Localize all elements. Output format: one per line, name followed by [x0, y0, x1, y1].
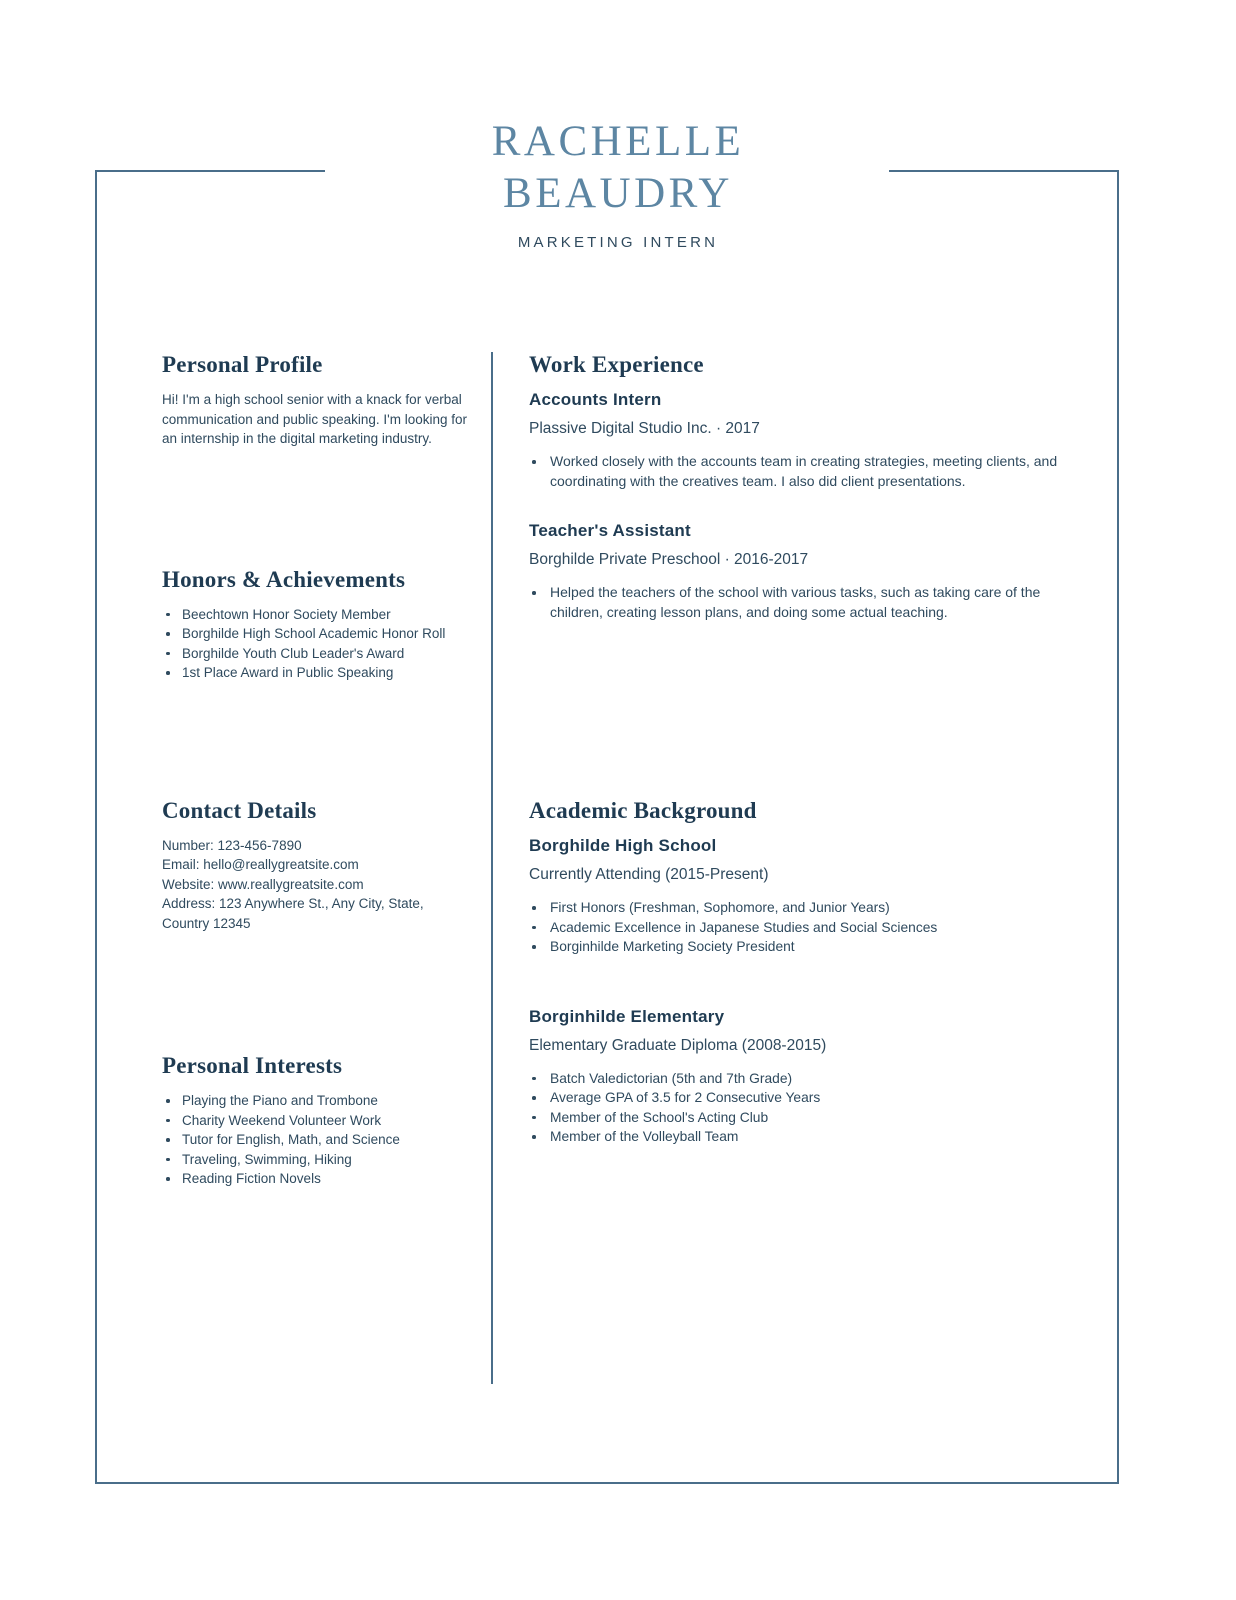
list-item: Worked closely with the accounts team in creating strategies, meeting clients, and coordinating with the creatives team. I also did client presentations.: [529, 452, 1064, 491]
school-status: Elementary Graduate Diploma (2008-2015): [529, 1036, 827, 1054]
section-personal-interests: [162, 1053, 467, 1189]
list-item: Helped the teachers of the school with various tasks, such as taking care of the children, creating lesson plans, and doing some actual teaching.: [529, 583, 1064, 622]
school-name: Borginhilde Elementary: [529, 1006, 725, 1026]
school-bullets: [529, 1069, 1064, 1147]
honors-list: [162, 605, 467, 683]
section-contact-details: [162, 798, 467, 934]
personal-interests-title: Personal Interests: [162, 1053, 343, 1078]
list-item: Reading Fiction Novels: [162, 1169, 467, 1189]
frame-left-rule: [95, 170, 97, 1484]
contact-number: Number: 123-456-7890: [162, 837, 302, 853]
list-item: Borginhilde Marketing Society President: [529, 937, 1064, 957]
list-item: Traveling, Swimming, Hiking: [162, 1150, 467, 1170]
right-column: [529, 352, 1064, 1147]
list-item: Borghilde High School Academic Honor Roll: [162, 624, 467, 644]
work-experience-title: Work Experience: [529, 352, 704, 377]
personal-profile-text: Hi! I'm a high school senior with a knack for verbal communication and public speaking. I'm looking for an internship in the digital marketing industry.: [162, 392, 467, 446]
school-status: Currently Attending (2015-Present): [529, 866, 769, 883]
school-name: Borghilde High School: [529, 836, 717, 855]
candidate-name-line1: RACHELLE: [491, 118, 745, 165]
job-bullets: [529, 452, 1064, 491]
spacer: [162, 449, 467, 567]
job-role: Teacher's Assistant: [529, 521, 691, 540]
section-work-experience: [529, 352, 1064, 622]
candidate-name-line2: BEAUDRY: [503, 170, 733, 217]
list-item: Charity Weekend Volunteer Work: [162, 1111, 467, 1131]
school-entry-1: [529, 836, 1064, 957]
job-company-year: Plassive Digital Studio Inc. · 2017: [529, 420, 760, 437]
contact-details-title: Contact Details: [162, 797, 317, 823]
section-personal-profile: [162, 352, 467, 449]
section-academic-background: [529, 798, 1064, 1147]
school-bullets: [529, 898, 1064, 957]
personal-interests-list: [162, 1091, 467, 1189]
spacer: [162, 683, 467, 798]
list-item: Member of the Volleyball Team: [529, 1127, 1064, 1147]
personal-profile-title: Personal Profile: [162, 352, 323, 377]
list-item: Beechtown Honor Society Member: [162, 605, 467, 625]
list-item: Academic Excellence in Japanese Studies and Social Sciences: [529, 918, 1064, 938]
spacer: [162, 933, 467, 1053]
list-item: Member of the School's Acting Club: [529, 1108, 1064, 1128]
contact-address: Address: 123 Anywhere St., Any City, State, Country 12345: [162, 896, 424, 931]
work-entry-2: [529, 521, 1064, 622]
left-column: [162, 352, 467, 1189]
list-item: Borghilde Youth Club Leader's Award: [162, 644, 467, 664]
spacer: [529, 491, 1064, 521]
frame-right-rule: [1117, 170, 1119, 1484]
resume-header: [0, 116, 1236, 251]
candidate-job-title: MARKETING INTERN: [517, 234, 719, 251]
list-item: Batch Valedictorian (5th and 7th Grade): [529, 1069, 1064, 1089]
column-divider-rule: [491, 352, 493, 1384]
list-item: Playing the Piano and Trombone: [162, 1091, 467, 1111]
list-item: Average GPA of 3.5 for 2 Consecutive Years: [529, 1088, 1064, 1108]
contact-email: Email: hello@reallygreatsite.com: [162, 857, 359, 872]
job-company-year: Borghilde Private Preschool · 2016-2017: [529, 551, 809, 568]
honors-title: Honors & Achievements: [162, 566, 406, 592]
list-item: First Honors (Freshman, Sophomore, and Junior Years): [529, 898, 1064, 918]
section-honors-achievements: [162, 567, 467, 683]
spacer: [529, 622, 1064, 798]
job-role: Accounts Intern: [529, 390, 662, 409]
spacer: [529, 957, 1064, 1007]
contact-website: Website: www.reallygreatsite.com: [162, 876, 364, 892]
list-item: 1st Place Award in Public Speaking: [162, 663, 467, 683]
list-item: Tutor for English, Math, and Science: [162, 1130, 467, 1150]
school-entry-2: [529, 1007, 1064, 1147]
work-entry-1: [529, 390, 1064, 491]
academic-background-title: Academic Background: [529, 798, 757, 823]
job-bullets: [529, 583, 1064, 622]
frame-bottom-rule: [95, 1482, 1119, 1484]
